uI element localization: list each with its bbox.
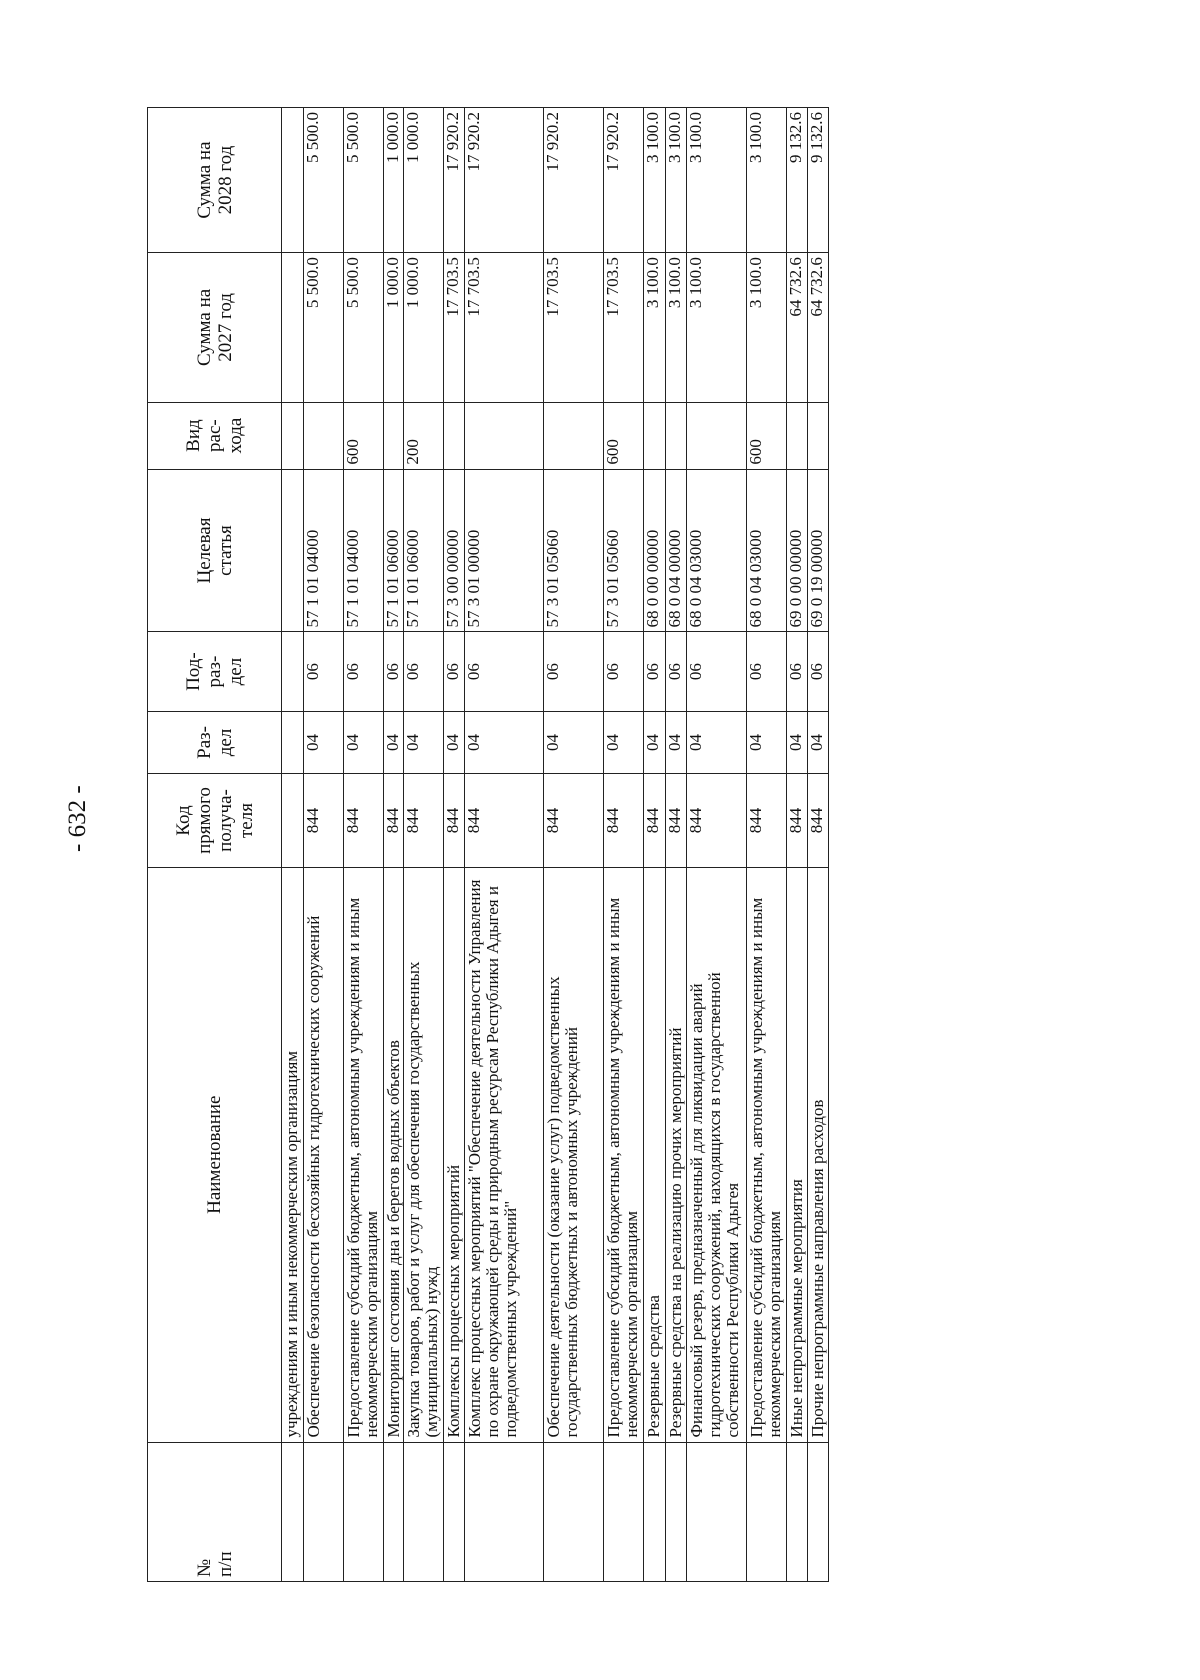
cell-target: 68 0 04 03000: [747, 469, 787, 632]
header-sum2028-label: Сумма на 2028 год: [193, 141, 236, 219]
cell-subsection: 06: [666, 632, 687, 711]
cell-section: 04: [544, 711, 604, 773]
cell-sum2027: 5 500.0: [304, 253, 344, 403]
cell-type: [384, 402, 404, 469]
cell-section: 04: [808, 711, 829, 773]
header-target: [148, 469, 282, 632]
header-code: [148, 774, 282, 868]
cell-sum2028: 3 100.0: [666, 108, 687, 253]
cell-name: Иные непрограммные мероприятия: [787, 867, 808, 1442]
table-row: [304, 108, 344, 1582]
header-num: [148, 1442, 282, 1581]
cell-subsection: 06: [787, 632, 808, 711]
cell-sum2028: 1 000.0: [404, 108, 444, 253]
cell-subsection: 06: [544, 632, 604, 711]
table-row: [644, 108, 666, 1582]
header-type: [148, 402, 282, 469]
table-row: [444, 108, 465, 1582]
cell-num: [384, 1442, 404, 1581]
cell-target: 57 1 01 04000: [344, 469, 384, 632]
cell-sum2027: 1 000.0: [384, 253, 404, 403]
cell-sum2027: 1 000.0: [404, 253, 444, 403]
cell-code: 844: [304, 774, 344, 868]
cell-type: 600: [604, 402, 644, 469]
cell-name: Обеспечение безопасности бесхозяйных гидротехнических сооружений: [304, 867, 344, 1442]
cell-name: Мониторинг состояния дна и берегов водных объектов: [384, 867, 404, 1442]
cell-code: 844: [787, 774, 808, 868]
cell-section: 04: [465, 711, 544, 773]
cell-sum2028: 3 100.0: [747, 108, 787, 253]
cell-type: [808, 402, 829, 469]
header-target-label: Целевая статья: [193, 517, 236, 584]
cell-sum2028: 5 500.0: [344, 108, 384, 253]
cell-section: 04: [787, 711, 808, 773]
cell-sum2028: 17 920.2: [604, 108, 644, 253]
cell-num: [465, 1442, 544, 1581]
cell-target: 68 0 04 03000: [687, 469, 747, 632]
cell-target: [282, 469, 304, 632]
cell-sum2028: 17 920.2: [544, 108, 604, 253]
cell-name: Резервные средства на реализацию прочих мероприятий: [666, 867, 687, 1442]
cell-name: Комплексы процессных мероприятий: [444, 867, 465, 1442]
cell-target: 69 0 19 00000: [808, 469, 829, 632]
cell-subsection: 06: [465, 632, 544, 711]
page-number: - 632 -: [64, 785, 91, 852]
cell-target: 57 3 01 05060: [604, 469, 644, 632]
cell-section: 04: [747, 711, 787, 773]
header-section: [148, 711, 282, 773]
cell-sum2028: 3 100.0: [644, 108, 666, 253]
cell-subsection: 06: [344, 632, 384, 711]
cell-sum2028: 9 132.6: [808, 108, 829, 253]
cell-sum2027: 3 100.0: [644, 253, 666, 403]
cell-section: 04: [604, 711, 644, 773]
cell-name: Комплекс процессных мероприятий "Обеспечение деятельности Управления по охране окружающей среды и природным ресурсам Республики Адыгея и подведомственных учреждений": [465, 867, 544, 1442]
header-subsection: [148, 632, 282, 711]
cell-sum2027: 5 500.0: [344, 253, 384, 403]
cell-section: 04: [666, 711, 687, 773]
cell-type: [465, 402, 544, 469]
header-row: [148, 108, 282, 1582]
cell-name: Обеспечение деятельности (оказание услуг) подведомственных государственных бюджетных и автономных учреждений: [544, 867, 604, 1442]
cell-num: [444, 1442, 465, 1581]
header-sum2027-label: Сумма на 2027 год: [193, 288, 236, 366]
table-row: [604, 108, 644, 1582]
cell-name: Закупка товаров, работ и услуг для обеспечения государственных (муниципальных) нужд: [404, 867, 444, 1442]
cell-type: 600: [747, 402, 787, 469]
cell-code: 844: [644, 774, 666, 868]
cell-section: [282, 711, 304, 773]
cell-name: Предоставление субсидий бюджетным, автономным учреждениям и иным некоммерческим организациям: [604, 867, 644, 1442]
cell-sum2027: 64 732.6: [787, 253, 808, 403]
cell-sum2027: 17 703.5: [544, 253, 604, 403]
cell-target: 68 0 00 00000: [644, 469, 666, 632]
cell-code: 844: [747, 774, 787, 868]
header-section-label: Раз- дел: [193, 726, 236, 759]
cell-num: [808, 1442, 829, 1581]
cell-code: 844: [344, 774, 384, 868]
cell-type: 600: [344, 402, 384, 469]
cell-type: [666, 402, 687, 469]
cell-sum2028: 17 920.2: [465, 108, 544, 253]
cell-name: Финансовый резерв, предназначенный для ликвидации аварий гидротехнических сооружений, находящихся в государственной собственности Республики Адыгея: [687, 867, 747, 1442]
budget-table: [147, 107, 829, 1582]
cell-subsection: 06: [404, 632, 444, 711]
cell-num: [404, 1442, 444, 1581]
cell-sum2027: 17 703.5: [465, 253, 544, 403]
table-row: [282, 108, 304, 1582]
cell-sum2028: 3 100.0: [687, 108, 747, 253]
cell-sum2028: 5 500.0: [304, 108, 344, 253]
cell-code: 844: [666, 774, 687, 868]
cell-code: 844: [465, 774, 544, 868]
cell-num: [666, 1442, 687, 1581]
header-sum2027: [148, 253, 282, 403]
header-name-label: Наименование: [204, 1095, 225, 1214]
cell-type: [282, 402, 304, 469]
cell-target: 57 3 01 00000: [465, 469, 544, 632]
cell-section: 04: [404, 711, 444, 773]
cell-section: 04: [644, 711, 666, 773]
cell-subsection: 06: [687, 632, 747, 711]
cell-type: [444, 402, 465, 469]
cell-section: 04: [304, 711, 344, 773]
cell-target: 57 1 01 06000: [404, 469, 444, 632]
cell-num: [604, 1442, 644, 1581]
cell-type: [644, 402, 666, 469]
cell-code: 844: [444, 774, 465, 868]
table-row: [808, 108, 829, 1582]
header-code-label: Код прямого получа- теля: [172, 787, 257, 854]
cell-num: [787, 1442, 808, 1581]
cell-name: учреждениям и иным некоммерческим организациям: [282, 867, 304, 1442]
table-row: [687, 108, 747, 1582]
cell-sum2027: 3 100.0: [666, 253, 687, 403]
cell-sum2028: 1 000.0: [384, 108, 404, 253]
cell-sum2027: 3 100.0: [687, 253, 747, 403]
cell-section: 04: [344, 711, 384, 773]
cell-section: 04: [687, 711, 747, 773]
cell-subsection: 06: [304, 632, 344, 711]
cell-sum2027: 64 732.6: [808, 253, 829, 403]
cell-code: 844: [808, 774, 829, 868]
cell-subsection: 06: [384, 632, 404, 711]
cell-type: 200: [404, 402, 444, 469]
cell-sum2027: 17 703.5: [444, 253, 465, 403]
cell-sum2027: 3 100.0: [747, 253, 787, 403]
cell-target: 68 0 04 00000: [666, 469, 687, 632]
cell-name: Резервные средства: [644, 867, 666, 1442]
cell-target: 57 3 00 00000: [444, 469, 465, 632]
table-row: [544, 108, 604, 1582]
cell-target: 57 3 01 05060: [544, 469, 604, 632]
cell-subsection: 06: [444, 632, 465, 711]
cell-subsection: [282, 632, 304, 711]
cell-num: [687, 1442, 747, 1581]
cell-type: [787, 402, 808, 469]
cell-name: Прочие непрограммные направления расходов: [808, 867, 829, 1442]
table-row: [666, 108, 687, 1582]
table-row: [384, 108, 404, 1582]
cell-name: Предоставление субсидий бюджетным, автономным учреждениям и иным некоммерческим организациям: [344, 867, 384, 1442]
cell-type: [544, 402, 604, 469]
table-row: [787, 108, 808, 1582]
cell-code: 844: [604, 774, 644, 868]
cell-sum2027: 17 703.5: [604, 253, 644, 403]
cell-subsection: 06: [808, 632, 829, 711]
cell-sum2027: [282, 253, 304, 403]
cell-target: 57 1 01 06000: [384, 469, 404, 632]
header-subsection-label: Под- раз- дел: [183, 652, 246, 691]
cell-section: 04: [384, 711, 404, 773]
table-row: [747, 108, 787, 1582]
cell-section: 04: [444, 711, 465, 773]
header-name: [148, 867, 282, 1442]
cell-num: [544, 1442, 604, 1581]
cell-code: 844: [384, 774, 404, 868]
cell-num: [282, 1442, 304, 1581]
cell-num: [644, 1442, 666, 1581]
table-row: [465, 108, 544, 1582]
table-row: [404, 108, 444, 1582]
cell-sum2028: 9 132.6: [787, 108, 808, 253]
cell-target: 69 0 00 00000: [787, 469, 808, 632]
header-num-label: № п/п: [193, 1551, 236, 1577]
table-row: [344, 108, 384, 1582]
cell-num: [747, 1442, 787, 1581]
cell-code: 844: [404, 774, 444, 868]
cell-target: 57 1 01 04000: [304, 469, 344, 632]
cell-subsection: 06: [604, 632, 644, 711]
cell-num: [304, 1442, 344, 1581]
header-sum2028: [148, 108, 282, 253]
cell-sum2028: 17 920.2: [444, 108, 465, 253]
cell-num: [344, 1442, 384, 1581]
cell-code: 844: [687, 774, 747, 868]
header-type-label: Вид рас- хода: [183, 417, 246, 454]
cell-sum2028: [282, 108, 304, 253]
cell-subsection: 06: [644, 632, 666, 711]
cell-name: Предоставление субсидий бюджетным, автономным учреждениям и иным некоммерческим организациям: [747, 867, 787, 1442]
cell-type: [304, 402, 344, 469]
cell-code: 844: [544, 774, 604, 868]
cell-subsection: 06: [747, 632, 787, 711]
cell-code: [282, 774, 304, 868]
cell-type: [687, 402, 747, 469]
rotated-document: [147, 107, 1042, 1582]
